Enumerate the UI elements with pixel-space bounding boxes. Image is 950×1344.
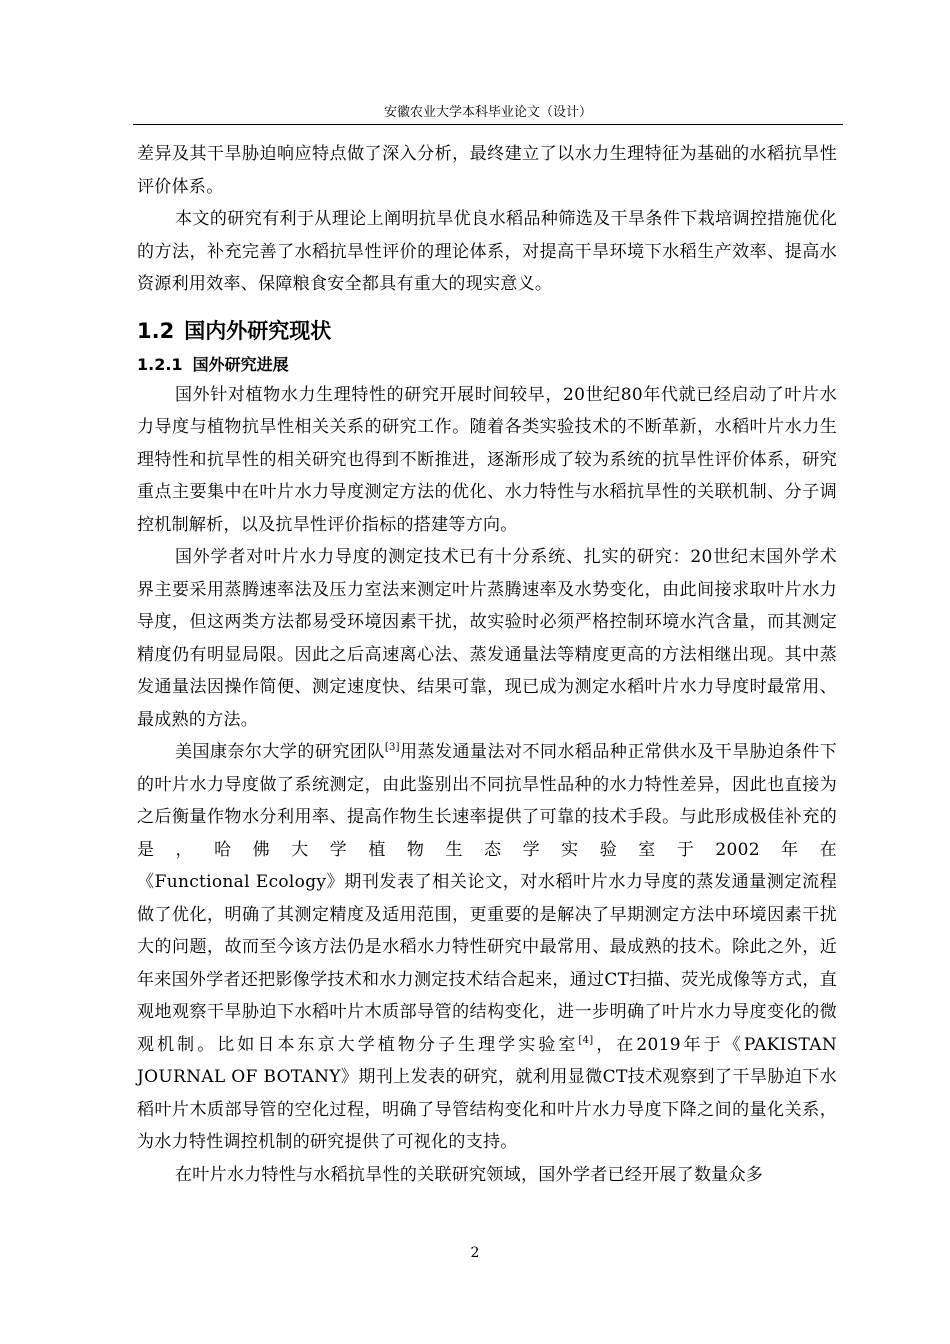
subsection-heading bbox=[137, 351, 837, 379]
section-title: 国内外研究现状 bbox=[184, 318, 332, 343]
section-heading bbox=[137, 315, 837, 347]
page-body bbox=[137, 138, 837, 1191]
running-header: 安徽农业大学本科毕业论文（设计） bbox=[383, 105, 592, 120]
citation-ref: [3] bbox=[384, 742, 400, 753]
header-rule bbox=[133, 124, 843, 125]
paragraph-overview: 国外针对植物水力生理特性的研究开展时间较早，20世纪80年代就已经启动了叶片水力导度与植物抗旱性相关关系的研究工作。随着各类实验技术的不断革新，水稻叶片水力生理特性和抗旱性的相关研究也得到不断推进，逐渐形成了较为系统的抗旱性评价体系，研究重点主要集中在叶片水力导度测定方法的优化、水力特性与水稻抗旱性的关联机制、分子调控机制解析，以及抗旱性评价指标的搭建等方向。 bbox=[137, 384, 837, 535]
paragraph-cornell-harvard-b bbox=[137, 866, 837, 1159]
page-number: 2 bbox=[470, 1245, 480, 1261]
paragraph-association: 在叶片水力特性与水稻抗旱性的关联研究领域，国外学者已经开展了数量众多 bbox=[175, 1164, 764, 1185]
section-number: 1.2 bbox=[137, 318, 175, 343]
paragraph-methods: 国外学者对叶片水力导度的测定技术已有十分系统、扎实的研究：20世纪末国外学术界主要采用蒸腾速率法及压力室法来测定叶片蒸腾速率及水势变化，由此间接求取叶片水力导度，但这两类方法都易受环境因素干扰，故实验时必须严格控制环境水汽含量，而其测定精度仍有明显局限。因此之后高速离心法、蒸发通量法等精度更高的方法相继出现。其中蒸发通量法因操作简便、测定速度快、结果可靠，现已成为测定水稻叶片水力导度时最常用、最成熟的方法。 bbox=[137, 547, 837, 730]
citation-ref: [4] bbox=[578, 1034, 594, 1046]
paragraph-significance: 本文的研究有利于从理论上阐明抗旱优良水稻品种筛选及干旱条件下栽培调控措施优化的方法，补充完善了水稻抗旱性评价的理论体系，对提高干旱环境下水稻生产效率、提高水资源利用效率、保障粮食安全都具有重大的现实意义。 bbox=[137, 209, 837, 294]
subsection-title: 国外研究进展 bbox=[192, 354, 289, 374]
subsection-number: 1.2.1 bbox=[137, 354, 183, 374]
para-text: ，在2019年于《PAKISTAN JOURNAL OF BOTANY》期刊上发表的研究，就利用显微CT技术观察到了干旱胁迫下水稻叶片木质部导管的空化过程，明确了导管结构变化和叶片水力导度下降之间的量化关系，为水力特性调控机制的研究提供了可视化的支持。 bbox=[137, 1034, 837, 1152]
para-text: 《Functional Ecology》期刊发表了相关论文，对水稻叶片水力导度的蒸发通量测定流程做了优化，明确了其测定精度及适用范围，更重要的是解决了早期测定方法中环境因素干扰大的问题，故而至今该方法仍是水稻水力特性研究中最常用、最成熟的技术。除此之外，近年来国外学者还把影像学技术和水力测定技术结合起来，通过CT扫描、荧光成像等方式，直观地观察干旱胁迫下水稻叶片木质部导管的结构变化，进一步明确了叶片水力导度变化的微观机制。比如日本东京大学植物分子生理学实验室 bbox=[137, 872, 837, 1055]
paragraph-cornell-harvard-a bbox=[137, 736, 837, 866]
paragraph-continued: 差异及其干旱胁迫响应特点做了深入分析，最终建立了以水力生理特征为基础的水稻抗旱性评价体系。 bbox=[137, 144, 837, 197]
para-text: 用蒸发通量法对不同水稻品种正常供水及干旱胁迫条件下的叶片水力导度做了系统测定，由此鉴别出不同抗旱性品种的水力特性差异，因此也直接为之后衡量作物水分利用率、提高作物生长速率提供了可靠的技术手段。与此形成极佳补充的是，哈佛大学植物生态学实验室于2002年在 bbox=[137, 742, 837, 860]
para-text: 美国康奈尔大学的研究团队 bbox=[175, 742, 385, 762]
